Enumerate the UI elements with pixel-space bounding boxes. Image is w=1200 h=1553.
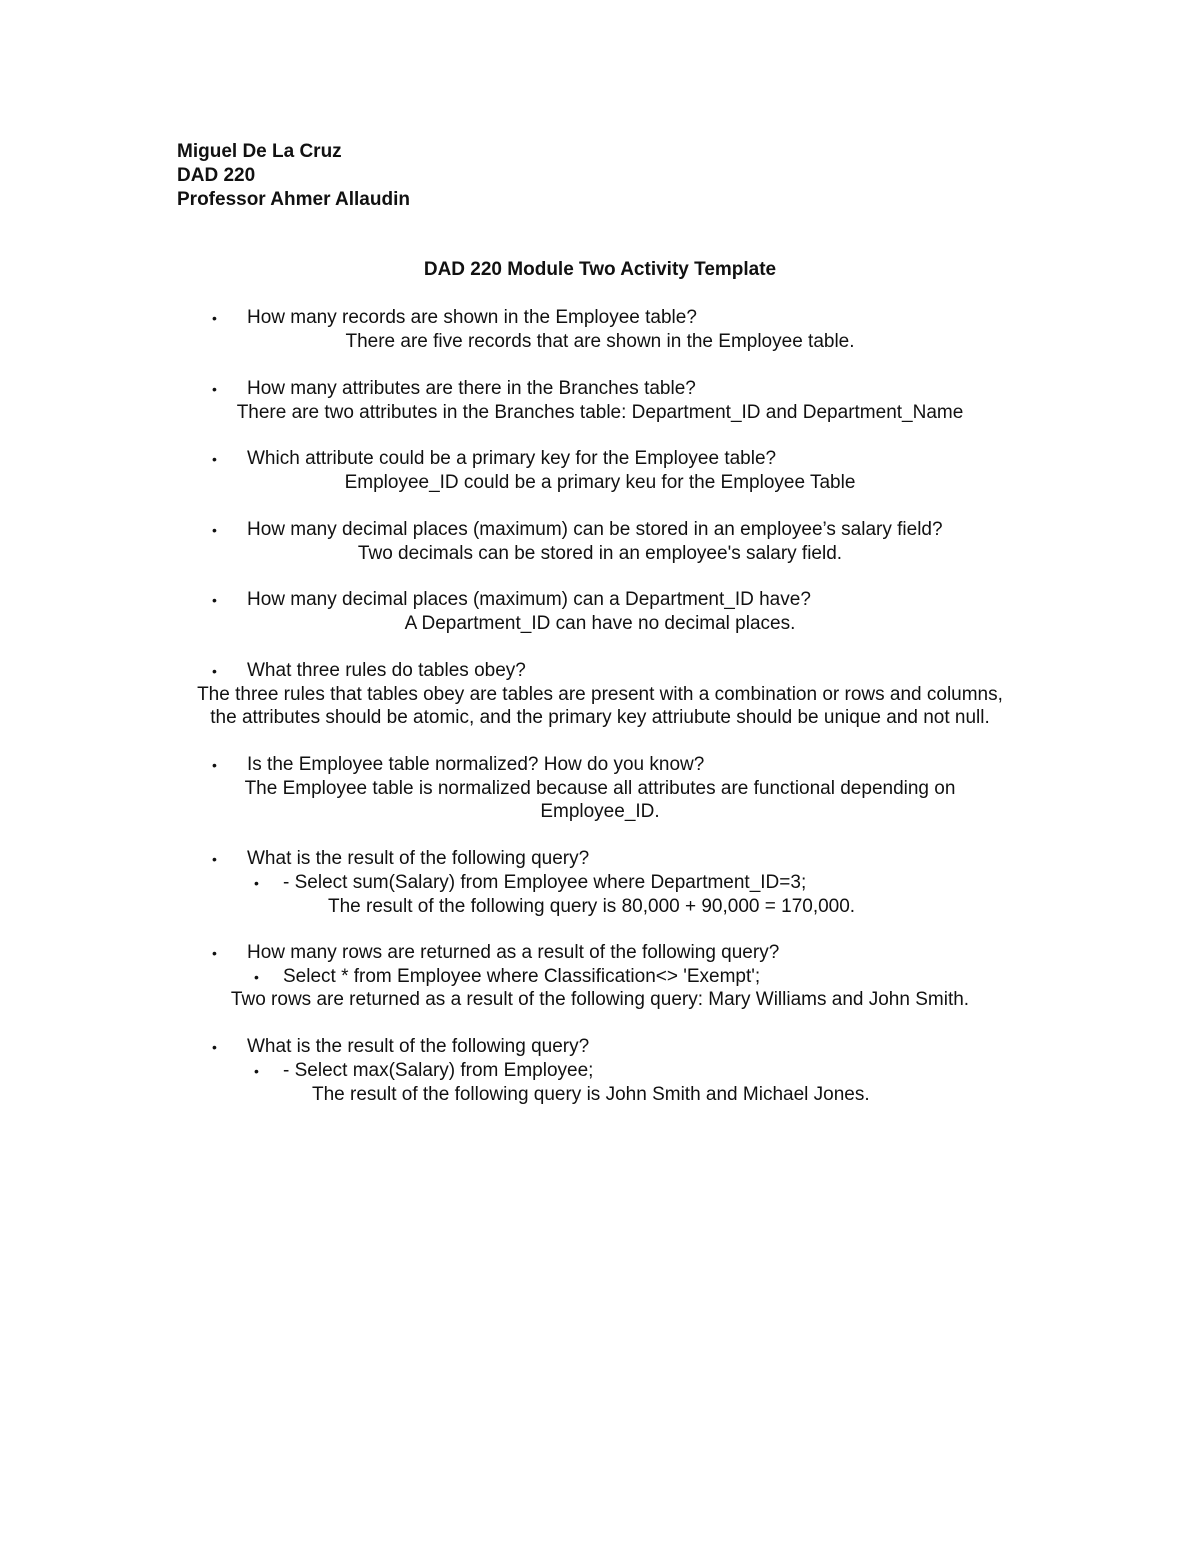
question-3: Which attribute could be a primary key for the Employee table? [247, 448, 777, 469]
answer-8: The result of the following query is 80,000 + 90,000 = 170,000. [328, 896, 856, 917]
query-10: - Select max(Salary) from Employee; [283, 1060, 594, 1081]
answer-3: Employee_ID could be a primary keu for the Employee Table [344, 472, 856, 493]
bullet-icon: • [212, 1039, 217, 1055]
question-7: Is the Employee table normalized? How do you know? [247, 754, 705, 775]
bullet-icon: • [254, 875, 259, 891]
answer-5: A Department_ID can have no decimal places. [404, 613, 796, 634]
bullet-icon: • [212, 381, 217, 397]
answer-7-line-1: The Employee table is normalized because all attributes are functional depending on [244, 778, 956, 799]
answer-6-line-1: The three rules that tables obey are tables are present with a combination or rows and columns, [197, 684, 1003, 705]
author-name: Miguel De La Cruz [177, 141, 342, 162]
document-title: DAD 220 Module Two Activity Template [423, 259, 777, 280]
bullet-icon: • [212, 851, 217, 867]
answer-1: There are five records that are shown in the Employee table. [345, 331, 855, 352]
query-8: - Select sum(Salary) from Employee where Department_ID=3; [283, 872, 807, 893]
question-10: What is the result of the following query? [247, 1036, 590, 1057]
bullet-icon: • [212, 451, 217, 467]
answer-10: The result of the following query is John Smith and Michael Jones. [312, 1084, 870, 1105]
question-1: How many records are shown in the Employee table? [247, 307, 697, 328]
answer-7-line-2: Employee_ID. [540, 801, 660, 822]
bullet-icon: • [254, 969, 259, 985]
query-9: Select * from Employee where Classification<> 'Exempt'; [283, 966, 761, 987]
bullet-icon: • [212, 757, 217, 773]
question-6: What three rules do tables obey? [247, 660, 526, 681]
course-code: DAD 220 [177, 165, 256, 186]
answer-9: Two rows are returned as a result of the following query: Mary Williams and John Smith. [230, 989, 970, 1010]
bullet-icon: • [212, 592, 217, 608]
bullet-icon: • [254, 1063, 259, 1079]
answer-2: There are two attributes in the Branches table: Department_ID and Department_Name [236, 402, 964, 423]
question-4: How many decimal places (maximum) can be stored in an employee’s salary field? [247, 519, 943, 540]
bullet-icon: • [212, 945, 217, 961]
professor-name: Professor Ahmer Allaudin [177, 189, 410, 210]
bullet-icon: • [212, 310, 217, 326]
bullet-icon: • [212, 522, 217, 538]
bullet-icon: • [212, 663, 217, 679]
question-2: How many attributes are there in the Branches table? [247, 378, 696, 399]
answer-4: Two decimals can be stored in an employee's salary field. [357, 543, 843, 564]
question-9: How many rows are returned as a result of the following query? [247, 942, 780, 963]
question-8: What is the result of the following query? [247, 848, 590, 869]
answer-6-line-2: the attributes should be atomic, and the primary key attriubute should be unique and not null. [210, 707, 990, 728]
question-5: How many decimal places (maximum) can a Department_ID have? [247, 589, 811, 610]
